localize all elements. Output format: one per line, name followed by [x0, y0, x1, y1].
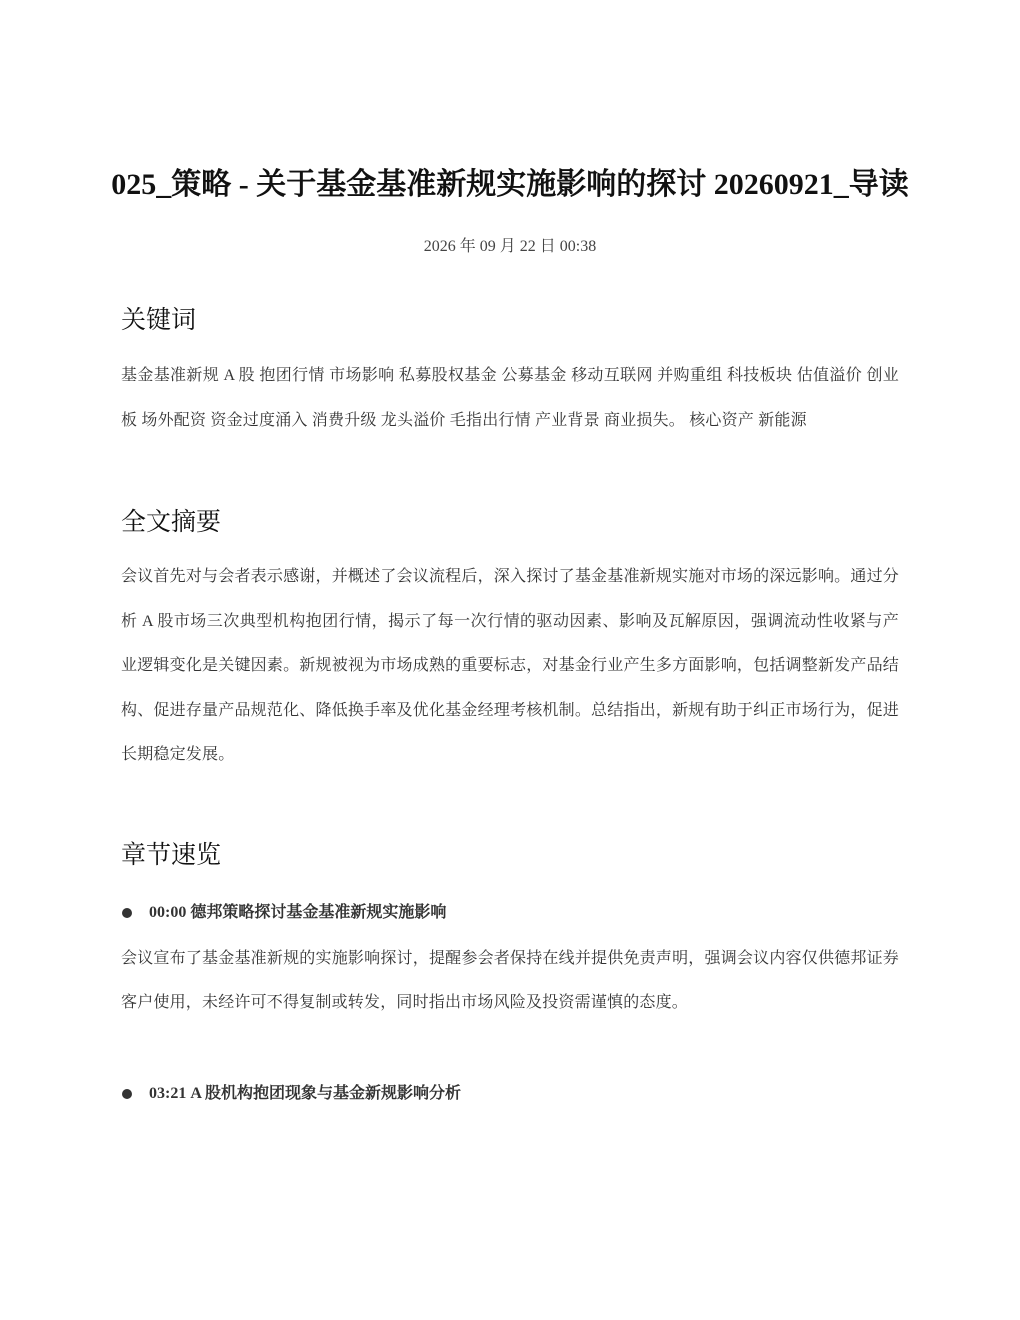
bullet-icon [122, 908, 132, 918]
chapter-time: 00:00 [149, 903, 187, 921]
chapter-item [121, 1082, 899, 1106]
keywords-heading: 关键词 [121, 307, 197, 334]
chapters-heading: 章节速览 [121, 841, 222, 869]
chapter-header [121, 901, 899, 925]
chapter-title: A 股机构抱团现象与基金新规影响分析 [190, 1084, 462, 1102]
document-date: 2026 年 09 月 22 日 00:38 [423, 238, 597, 255]
summary-heading: 全文摘要 [121, 509, 222, 536]
keywords-text: 基金基准新规 A 股 抱团行情 市场影响 私募股权基金 公募基金 移动互联网 并购重组 科技板块 估值溢价 创业板 场外配资 资金过度涌入 消费升级 龙头溢价 毛指出行情 产业背景 商业损失。 核心资产 新能源 [121, 367, 899, 429]
bullet-icon [122, 1089, 132, 1099]
document-title: 025_策略 - 关于基金基准新规实施影响的探讨 20260921_导读 [111, 168, 909, 201]
chapter-text: 会议宣布了基金基准新规的实施影响探讨，提醒参会者保持在线并提供免责声明，强调会议内容仅供德邦证券客户使用，未经许可不得复制或转发，同时指出市场风险及投资需谨慎的态度。 [121, 949, 899, 1011]
chapter-title: 德邦策略探讨基金基准新规实施影响 [190, 903, 447, 921]
summary-text: 会议首先对与会者表示感谢，并概述了会议流程后，深入探讨了基金基准新规实施对市场的深远影响。通过分析 A 股市场三次典型机构抱团行情，揭示了每一次行情的驱动因素、影响及瓦解原因，强调流动性收紧与产业逻辑变化是关键因素。新规被视为市场成熟的重要标志，对基金行业产生多方面影响，包括调整新发产品结构、促进存量产品规范化、降低换手率及优化基金经理考核机制。总结指出，新规有助于纠正市场行为，促进长期稳定发展。 [121, 568, 899, 763]
chapter-header [121, 1082, 899, 1106]
chapter-time: 03:21 [149, 1084, 187, 1102]
document-page [111, 0, 909, 1106]
chapter-item [121, 901, 899, 1026]
